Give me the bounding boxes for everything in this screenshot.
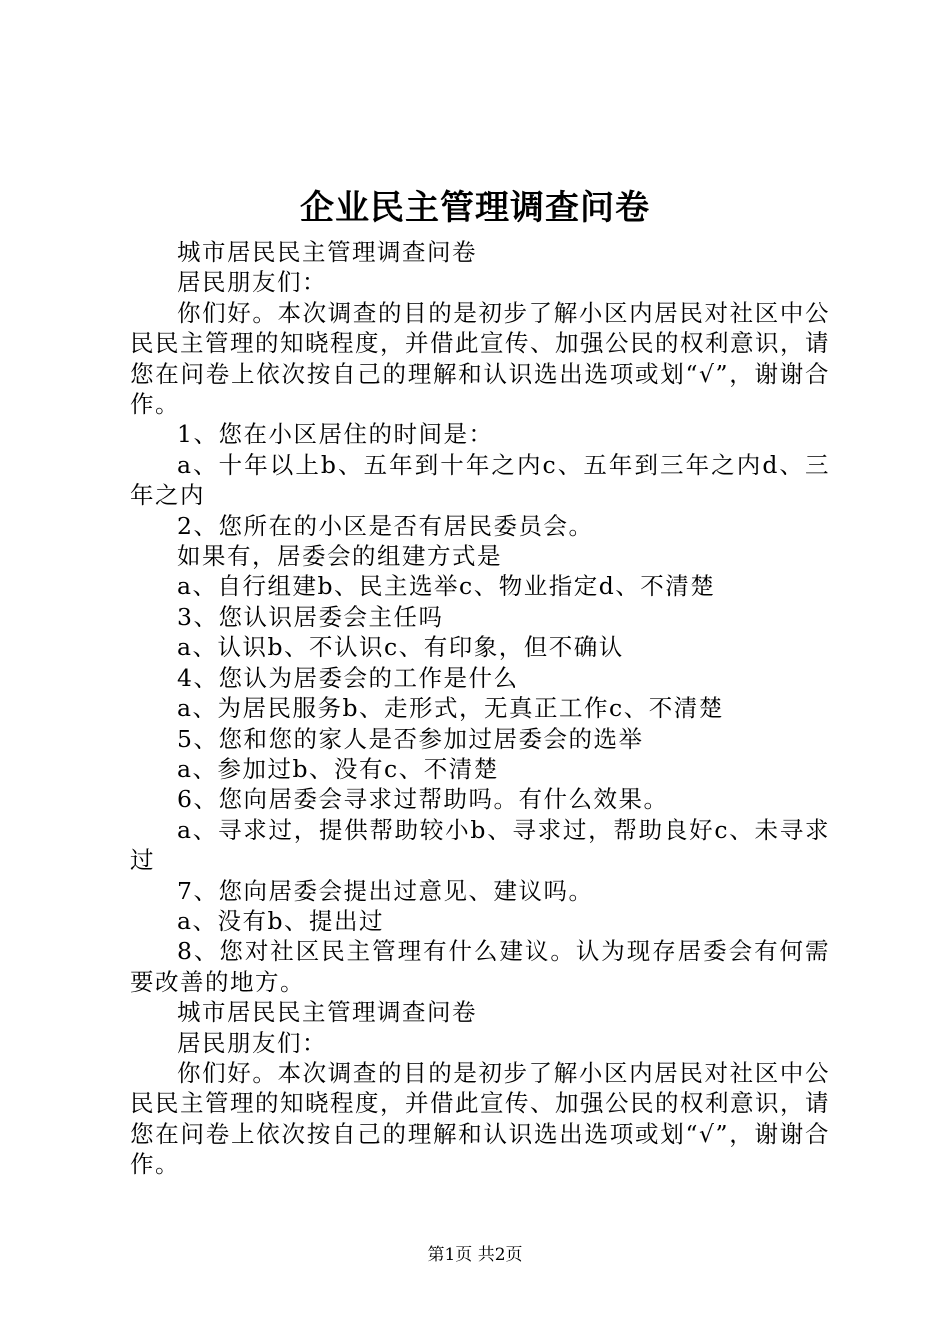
document-body (130, 237, 830, 1180)
question-1: 1、您在小区居住的时间是： (177, 420, 494, 449)
paragraph-survey-name: 城市居民民主管理调查问卷 (177, 238, 477, 266)
question-7-options: a、没有b、提出过 (177, 906, 385, 935)
paragraph-intro-repeat: 你们好。本次调查的目的是初步了解小区内居民对社区中公民民主管理的知晓程度，并借此宣传、加强公民的权利意识，请您在问卷上依次按自己的理解和认识选出选项或划“√”，谢谢合作。 (130, 1058, 830, 1179)
question-6-options: a、寻求过，提供帮助较小b、寻求过，帮助良好c、未寻求过 (130, 815, 830, 875)
paragraph-intro: 你们好。本次调查的目的是初步了解小区内居民对社区中公民民主管理的知晓程度，并借此宣传、加强公民的权利意识，请您在问卷上依次按自己的理解和认识选出选项或划“√”，谢谢合作。 (130, 298, 830, 419)
question-6: 6、您向居委会寻求过帮助吗。有什么效果。 (177, 785, 669, 814)
question-7: 7、您向居委会提出过意见、建议吗。 (177, 876, 594, 905)
question-3-options: a、认识b、不认识c、有印象，但不确认 (177, 633, 624, 662)
question-2-followup: 如果有，居委会的组建方式是 (177, 542, 502, 571)
paragraph-survey-name-repeat: 城市居民民主管理调查问卷 (177, 998, 477, 1027)
question-2: 2、您所在的小区是否有居民委员会。 (177, 511, 594, 540)
page-footer: 第1页 共2页 (427, 1245, 523, 1265)
question-4: 4、您认为居委会的工作是什么 (177, 663, 519, 692)
question-5: 5、您和您的家人是否参加过居委会的选举 (177, 724, 644, 753)
question-8: 8、您对社区民主管理有什么建议。认为现存居委会有何需要改善的地方。 (130, 937, 830, 996)
question-3: 3、您认识居委会主任吗 (177, 602, 444, 631)
question-4-options: a、为居民服务b、走形式，无真正工作c、不清楚 (177, 694, 724, 723)
paragraph-greeting-repeat: 居民朋友们： (177, 1028, 327, 1057)
paragraph-greeting: 居民朋友们： (177, 268, 327, 297)
question-5-options: a、参加过b、没有c、不清楚 (177, 754, 499, 783)
document-title: 企业民主管理调查问卷 (300, 188, 650, 228)
question-1-options: a、十年以上b、五年到十年之内c、五年到三年之内d、三年之内 (130, 450, 830, 510)
question-2-options: a、自行组建b、民主选举c、物业指定d、不清楚 (177, 572, 716, 601)
